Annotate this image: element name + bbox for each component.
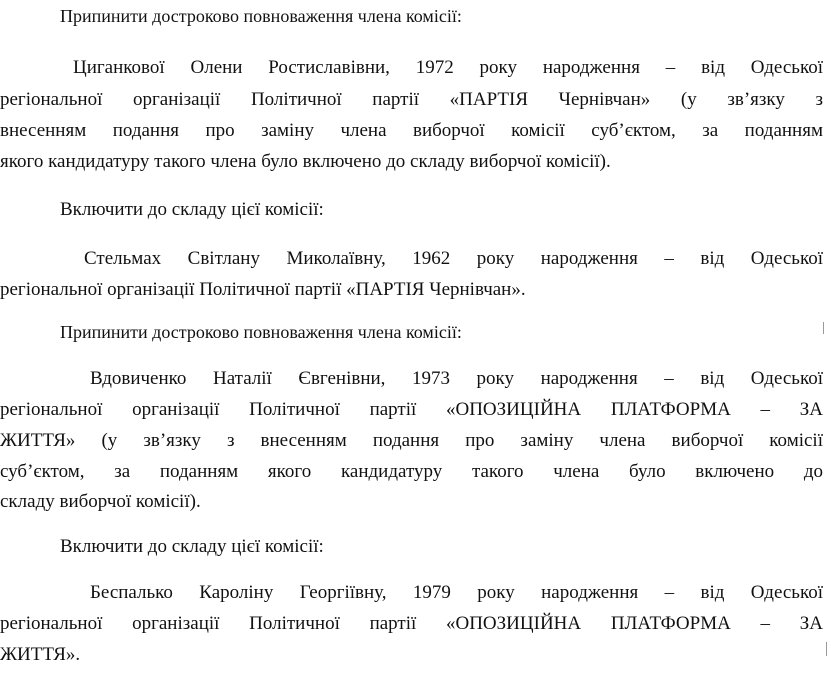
page-edge-line: [826, 642, 827, 656]
heading-terminate-2: Припинити достроково повноваження члена комісії:: [60, 322, 462, 342]
paragraph-line: регіональної організації Політичної партії «ОПОЗИЦІЙНА ПЛАТФОРМА – ЗА: [0, 399, 823, 420]
paragraph-line: якого кандидатуру такого члена було включено до складу виборчої комісії).: [0, 151, 611, 172]
paragraph-line: внесенням подання про заміну члена виборчої комісії суб’єктом, за поданням: [0, 120, 823, 141]
paragraph-line: Стельмах Світлану Миколаївну, 1962 року народження – від Одеської: [84, 248, 823, 269]
paragraph-line: регіональної організації Політичної партії «ПАРТІЯ Чернівчан» (у зв’язку з: [0, 89, 823, 110]
paragraph-line: регіональної організації Політичної партії «ОПОЗИЦІЙНА ПЛАТФОРМА – ЗА: [0, 613, 823, 634]
paragraph-line: регіональної організації Політичної партії «ПАРТІЯ Чернівчан».: [0, 279, 526, 300]
paragraph-line: Беспалько Кароліну Георгіївну, 1979 року народження – від Одеської: [90, 582, 823, 603]
page-edge-line: [823, 322, 824, 334]
heading-include-2: Включити до складу цієї комісії:: [60, 536, 324, 557]
heading-include-1: Включити до складу цієї комісії:: [60, 199, 324, 220]
paragraph-line: суб’єктом, за поданням якого кандидатуру такого члена було включено до: [0, 461, 823, 482]
paragraph-line: складу виборчої комісії).: [0, 491, 201, 512]
paragraph-line: ЖИТТЯ».: [0, 644, 81, 665]
paragraph-line: Циганкової Олени Ростиславівни, 1972 року народження – від Одеської: [73, 57, 823, 78]
paragraph-line: ЖИТТЯ» (у зв’язку з внесенням подання про заміну члена виборчої комісії: [0, 430, 823, 451]
heading-terminate-1: Припинити достроково повноваження члена комісії:: [60, 6, 462, 26]
paragraph-line: Вдовиченко Наталії Євгенівни, 1973 року народження – від Одеської: [90, 368, 823, 389]
